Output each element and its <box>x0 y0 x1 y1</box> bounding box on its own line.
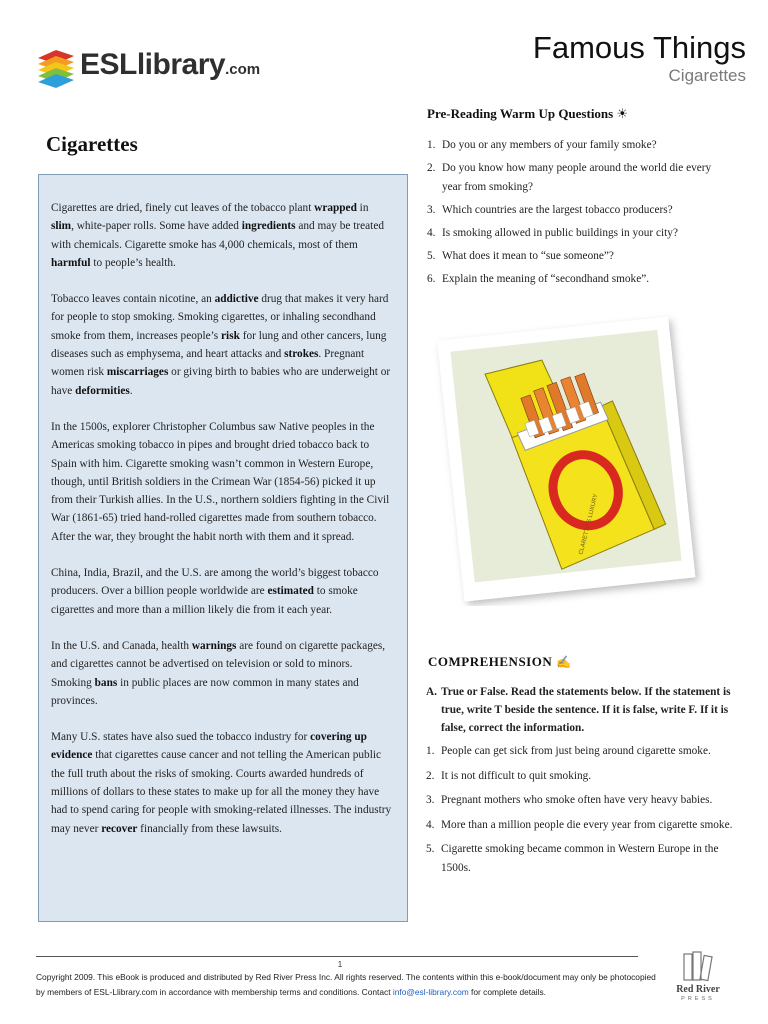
warmup-question-list <box>427 136 727 293</box>
true-false-statement <box>426 840 736 877</box>
reading-text: are found on cigarette packages, and cigarettes cannot be advertised on television or sold to minors. Smoking <box>51 639 386 689</box>
statement-number: 2. <box>426 769 435 782</box>
reading-text: and may be treated with chemicals. Cigarette smoke has 4,000 chemicals, most of them <box>51 220 384 251</box>
vocabulary-word: miscarriages <box>106 366 169 379</box>
reading-passage <box>38 174 408 922</box>
vocabulary-word: ingredients <box>241 220 296 233</box>
statement-text: Pregnant mothers who smoke often have very heavy babies. <box>441 794 713 806</box>
warmup-question <box>427 247 727 266</box>
vocabulary-word: estimated <box>267 585 314 598</box>
copyright-notice: Copyright 2009. This eBook is produced and distributed by Red River Press Inc. All rights reserved. The contents within this e-book/document may only be photocopied by members of ESL-Llibrary.com in accordance with membership terms and conditions. Contact info@esl-library.com for complete details. <box>36 972 656 997</box>
question-number: 5. <box>427 250 436 262</box>
reading-text: or giving birth to babies who are underweight or have <box>51 366 391 397</box>
warmup-question <box>427 159 727 197</box>
reading-text: for lung and other cancers, lung diseases such as emphysema, and heart attacks and <box>51 329 387 361</box>
publisher-name: Red River <box>676 984 720 995</box>
warmup-heading: Pre-Reading Warm Up Questions ☀ <box>427 106 629 121</box>
true-false-statement <box>426 767 736 786</box>
statement-text: People can get sick from just being around cigarette smoke. <box>441 745 711 757</box>
pack-label: CLARETTE'S LUXURY <box>578 493 600 556</box>
vocabulary-word: bans <box>94 676 118 689</box>
reading-paragraph <box>51 728 393 838</box>
question-text: What does it mean to “sue someone”? <box>442 250 614 262</box>
vocabulary-word: warnings <box>191 639 237 652</box>
reading-text: to smoke cigarettes and more than a million likely die from it each year. <box>51 585 358 616</box>
footer-divider <box>36 956 638 957</box>
reading-text: In the U.S. and Canada, health <box>51 639 192 652</box>
question-number: 6. <box>427 273 436 285</box>
statement-number: 1. <box>426 745 435 757</box>
cigarette-pack-photo <box>422 306 712 606</box>
reading-text: drug that makes it very hard for people to stop smoking. Smoking cigarettes, or inhaling secondhand smoke from them, increases people’s <box>51 293 389 342</box>
question-text: Which countries are the largest tobacco producers? <box>442 204 673 216</box>
reading-text: Tobacco leaves contain nicotine, an <box>51 293 215 306</box>
reading-text: that cigarettes cause cancer and not telling the American public the full truth about the risks of smoking. Courts awarded hundreds of millions of dollars to these states to make up for all the money they have had to spend caring for people with smoking-related illnesses. The industry may never <box>51 749 392 835</box>
reading-paragraph <box>51 290 393 400</box>
question-number: 4. <box>427 227 436 239</box>
question-text: Do you or any members of your family smoke? <box>442 139 657 151</box>
vocabulary-word: addictive <box>214 293 259 306</box>
question-text: Is smoking allowed in public buildings in your city? <box>442 227 678 239</box>
reading-paragraph <box>51 418 393 546</box>
statement-text: More than a million people die every year from cigarette smoke. <box>441 818 733 831</box>
statement-text: Cigarette smoking became common in Western Europe in the 1500s. <box>441 843 719 874</box>
book-stack-icon <box>34 44 76 88</box>
reading-text: Many U.S. states have also sued the tobacco industry for <box>51 731 311 744</box>
statement-number: 4. <box>426 818 435 831</box>
question-number: 3. <box>427 204 436 216</box>
vocabulary-word: deformities <box>75 384 130 397</box>
question-text: Do you know how many people around the world die every year from smoking? <box>442 162 712 193</box>
series-subtitle: Cigarettes <box>668 66 746 85</box>
reading-text: in public places are now common in many states and provinces. <box>51 676 359 707</box>
true-false-list <box>426 742 736 883</box>
true-false-statement <box>426 816 736 835</box>
reading-text: . <box>129 384 133 397</box>
question-number: 1. <box>427 139 436 151</box>
comprehension-heading: COMPREHENSION ✍ <box>428 654 572 669</box>
sun-icon: ☀ <box>616 106 629 121</box>
reading-paragraph <box>51 199 393 272</box>
page-number: 1 <box>337 960 343 969</box>
esl-library-logo <box>34 44 274 88</box>
true-false-statement <box>426 742 736 761</box>
reading-text: Cigarettes are dried, finely cut leaves of the tobacco plant <box>51 202 315 214</box>
publisher-press: PRESS <box>681 996 715 1002</box>
lesson-title: Cigarettes <box>46 132 138 156</box>
reading-text: , white-paper rolls. Some have added <box>71 220 242 233</box>
vocabulary-word: covering up evidence <box>51 731 367 762</box>
warmup-question <box>427 136 727 155</box>
vocabulary-word: harmful <box>51 256 91 269</box>
warmup-question <box>427 224 727 243</box>
reading-text: financially from these lawsuits. <box>137 822 282 835</box>
vocabulary-word: wrapped <box>314 202 357 214</box>
reading-text: in <box>356 202 369 214</box>
reading-paragraph <box>51 637 393 710</box>
vocabulary-word: strokes <box>284 348 319 361</box>
reading-text: China, India, Brazil, and the U.S. are among the world’s biggest tobacco producers. Over a billion people worldwide are <box>51 567 379 598</box>
reading-text: to people’s health. <box>90 256 176 269</box>
vocabulary-word: slim <box>51 220 72 233</box>
statement-number: 3. <box>426 794 435 806</box>
statement-number: 5. <box>426 843 435 855</box>
true-false-statement <box>426 791 736 810</box>
writing-hand-icon: ✍ <box>555 655 572 669</box>
question-text: Explain the meaning of “secondhand smoke”. <box>442 273 650 285</box>
reading-text: In the 1500s, explorer Christopher Columbus saw Native peoples in the Americas smoking tobacco in pipes and brought dried tobacco back to Spain with him. Cigarette smoking wasn’t common in Western Europe, though, until British soldiers in the Crimean War (1854-56) picked it up from their Turkish allies. In the U.S., northern soldiers fighting in the Civil War (1861-65) tried hand-rolled cigarettes made from southern tobacco. After the war, they brought the habit north with them and it spread. <box>51 420 390 543</box>
comprehension-instructions: A. True or False. Read the statements below. If the statement is true, write T beside the sentence. If it is false, write F. If it is false, correct the information. <box>426 686 731 734</box>
question-number: 2. <box>427 162 436 174</box>
series-title: Famous Things <box>532 30 746 65</box>
vocabulary-word: recover <box>101 822 138 835</box>
reading-paragraph <box>51 564 393 619</box>
warmup-question <box>427 270 727 289</box>
statement-text: It is not difficult to quit smoking. <box>441 769 592 782</box>
reading-text: . Pregnant women risk <box>51 348 365 379</box>
vocabulary-word: risk <box>221 329 240 342</box>
warmup-question <box>427 201 727 220</box>
contact-email-link[interactable]: info@esl-library.com <box>392 987 469 997</box>
logo-wordmark: ESLlibrary.com <box>80 48 261 81</box>
